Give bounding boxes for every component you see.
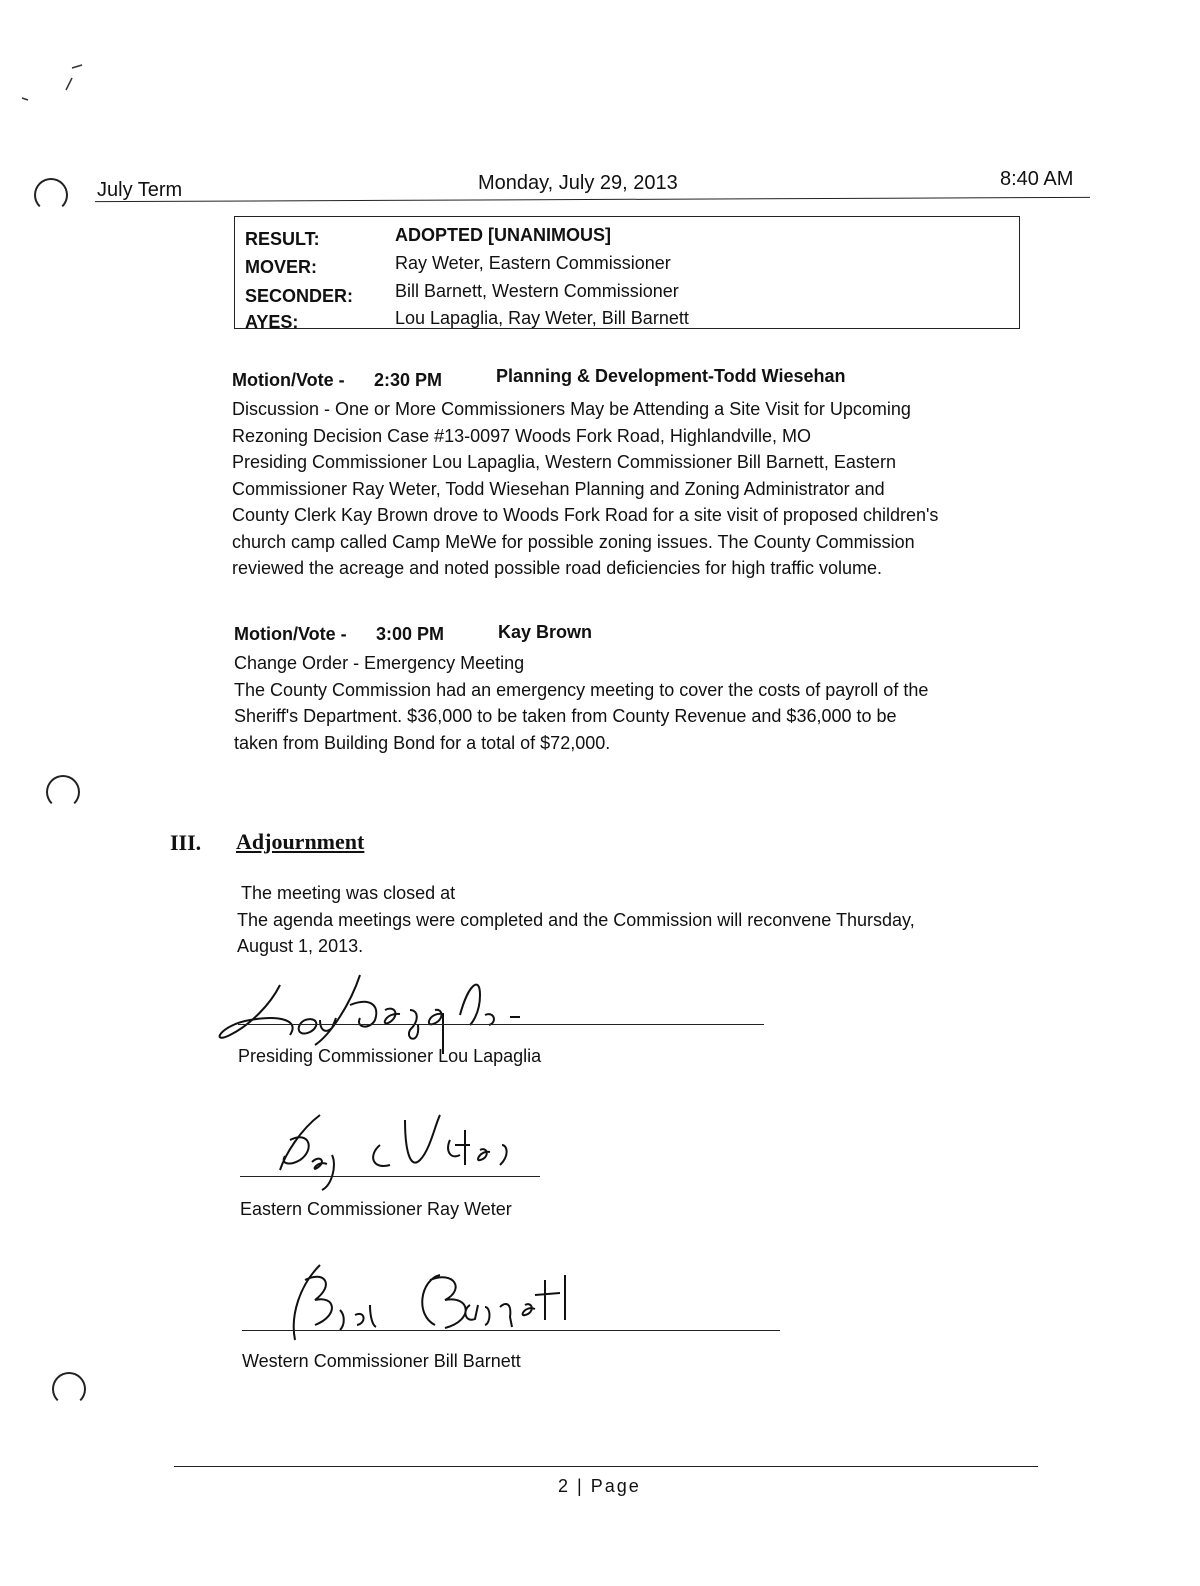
- motion-1-line: church camp called Camp MeWe for possible zoning issues. The County Commission: [232, 531, 915, 552]
- binder-hole-top: [34, 178, 68, 212]
- motion-1-line: Presiding Commissioner Lou Lapaglia, Western Commissioner Bill Barnett, Eastern: [232, 452, 896, 472]
- mover-label: MOVER:: [245, 257, 317, 277]
- motion-1: [232, 366, 1032, 582]
- signature-bill-barnett: [270, 1255, 630, 1355]
- section-number: III.: [170, 830, 202, 855]
- footer-rule: [174, 1466, 1038, 1467]
- signature-label-1: Presiding Commissioner Lou Lapaglia: [238, 1046, 542, 1066]
- ayes-value: Lou Lapaglia, Ray Weter, Bill Barnett: [395, 308, 689, 328]
- result-value: ADOPTED [UNANIMOUS]: [395, 225, 611, 245]
- vote-result-box: [234, 216, 1020, 332]
- header-rule: [95, 197, 1090, 202]
- page-number: 2 | Page: [558, 1476, 641, 1496]
- motion-1-line: Rezoning Decision Case #13-0097 Woods Fork Road, Highlandville, MO: [232, 425, 811, 446]
- signature-line-3: [242, 1330, 780, 1331]
- signature-line-1: [238, 1024, 764, 1025]
- motion-1-time: 2:30 PM: [374, 370, 443, 390]
- binder-hole-middle: [46, 775, 80, 809]
- motion-2-line: Sheriff's Department. $36,000 to be taken from County Revenue and $36,000 to be: [234, 706, 897, 726]
- seconder-label: SECONDER:: [245, 286, 354, 306]
- signature-line-2: [240, 1176, 540, 1177]
- signature-label-2: Eastern Commissioner Ray Weter: [240, 1199, 512, 1219]
- adjournment-line: The agenda meetings were completed and the Commission will reconvene Thursday,: [237, 909, 915, 930]
- scan-speck-marks: [20, 40, 100, 110]
- motion-2-line: Change Order - Emergency Meeting: [234, 653, 525, 673]
- motion-1-presenter: Planning & Development-Todd Wiesehan: [496, 366, 846, 386]
- motion-1-line: County Clerk Kay Brown drove to Woods Fork Road for a site visit of proposed children's: [232, 505, 939, 525]
- motion-2-label: Motion/Vote -: [234, 624, 347, 644]
- motion-2-line: The County Commission had an emergency meeting to cover the costs of payroll of the: [234, 679, 929, 700]
- result-label: RESULT:: [245, 229, 320, 249]
- section-title: Adjournment: [236, 829, 365, 854]
- signature-ray-weter: [240, 1100, 580, 1200]
- header-date: Monday, July 29, 2013: [478, 172, 678, 194]
- motion-1-label: Motion/Vote -: [232, 370, 345, 390]
- header-time: 8:40 AM: [1000, 168, 1074, 190]
- motion-1-line: Commissioner Ray Weter, Todd Wiesehan Planning and Zoning Administrator and: [232, 478, 885, 499]
- seconder-value: Bill Barnett, Western Commissioner: [395, 281, 679, 301]
- header-term: July Term: [97, 179, 183, 201]
- motion-2: [234, 624, 1034, 756]
- signature-label-3: Western Commissioner Bill Barnett: [242, 1351, 521, 1371]
- motion-2-line: taken from Building Bond for a total of $72,000.: [234, 732, 611, 753]
- motion-2-presenter: Kay Brown: [498, 622, 593, 642]
- adjournment-line: The meeting was closed at: [241, 883, 456, 903]
- binder-hole-bottom: [52, 1372, 86, 1406]
- ayes-label: AYES:: [245, 312, 299, 332]
- motion-1-line: reviewed the acreage and noted possible road deficiencies for high traffic volume.: [232, 558, 883, 578]
- motion-1-line: Discussion - One or More Commissioners May be Attending a Site Visit for Upcoming: [232, 399, 911, 419]
- mover-value: Ray Weter, Eastern Commissioner: [395, 253, 671, 273]
- motion-2-time: 3:00 PM: [376, 624, 445, 644]
- adjournment-line: August 1, 2013.: [237, 936, 364, 956]
- adjournment-text: [237, 880, 1037, 960]
